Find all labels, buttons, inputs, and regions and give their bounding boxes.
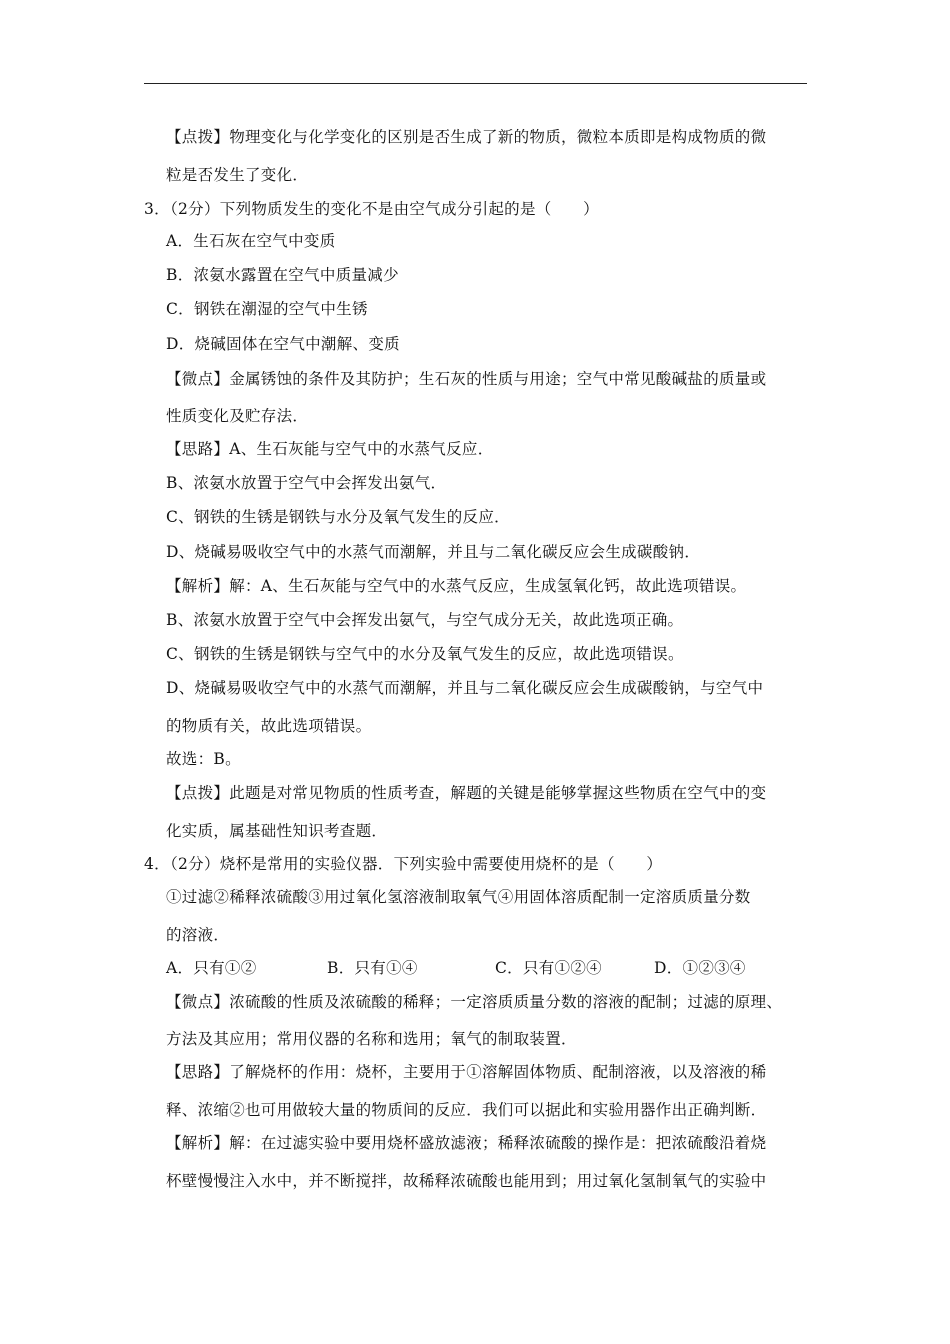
question-3-knowledge-point-line1: 【微点】金属锈蚀的条件及其防护；生石灰的性质与用途；空气中常见酸碱盐的质量或 xyxy=(166,370,767,388)
question-4-option-b: B．只有①④ xyxy=(327,959,418,977)
question-4-approach-line1: 【思路】了解烧杯的作用：烧杯，主要用于①溶解固体物质、配制溶液，以及溶液的稀 xyxy=(166,1063,767,1081)
question-3-option-c: C．钢铁在潮湿的空气中生锈 xyxy=(166,300,368,318)
question-4-analysis-line2: 杯壁慢慢注入水中，并不断搅拌，故稀释浓硫酸也能用到；用过氧化氢制氧气的实验中 xyxy=(166,1172,767,1190)
question-3-tip-line2: 化实质，属基础性知识考查题． xyxy=(166,822,388,840)
question-3-analysis-line2: B、浓氨水放置于空气中会挥发出氨气，与空气成分无关，故此选项正确。 xyxy=(166,611,684,629)
question-3-tip-line1: 【点拨】此题是对常见物质的性质考查，解题的关键是能够掌握这些物质在空气中的变 xyxy=(166,784,767,802)
question-3-stem: 3．（2分）下列物质发生的变化不是由空气成分引起的是（ ） xyxy=(144,200,599,218)
question-4-option-a: A．只有①② xyxy=(166,959,257,977)
question-3-approach-line3: C、钢铁的生锈是钢铁与水分及氧气发生的反应． xyxy=(166,508,510,526)
question-4-analysis-line1: 【解析】解：在过滤实验中要用烧杯盛放滤液；稀释浓硫酸的操作是：把浓硫酸沿着烧 xyxy=(166,1134,767,1152)
question-3-analysis-line5: 的物质有关，故此选项错误。 xyxy=(166,717,372,735)
question-4-stem: 4．（2分）烧杯是常用的实验仪器．下列实验中需要使用烧杯的是（ ） xyxy=(144,855,663,873)
question-3-option-b: B．浓氨水露置在空气中质量减少 xyxy=(166,266,399,284)
question-4-knowledge-point-line1: 【微点】浓硫酸的性质及浓硫酸的稀释；一定溶质质量分数的溶液的配制；过滤的原理、 xyxy=(166,993,783,1011)
question-3-answer: 故选：B。 xyxy=(166,750,241,768)
question-4-knowledge-point-line2: 方法及其应用；常用仪器的名称和选用；氧气的制取装置． xyxy=(166,1030,577,1048)
header-rule xyxy=(144,83,807,84)
tip-paragraph-line2: 粒是否发生了变化． xyxy=(166,166,309,184)
question-3-approach-line1: 【思路】A、生石灰能与空气中的水蒸气反应． xyxy=(166,440,494,458)
question-3-analysis-line4: D、烧碱易吸收空气中的水蒸气而潮解，并且与二氧化碳反应会生成碳酸钠，与空气中 xyxy=(166,679,764,697)
question-4-items-line1: ①过滤②稀释浓硫酸③用过氧化氢溶液制取氧气④用固体溶质配制一定溶质质量分数 xyxy=(166,888,751,906)
question-3-approach-line4: D、烧碱易吸收空气中的水蒸气而潮解，并且与二氧化碳反应会生成碳酸钠． xyxy=(166,543,701,561)
question-3-approach-line2: B、浓氨水放置于空气中会挥发出氨气． xyxy=(166,474,447,492)
question-3-option-d: D．烧碱固体在空气中潮解、变质 xyxy=(166,335,400,353)
question-4-approach-line2: 释、浓缩②也可用做较大量的物质间的反应．我们可以据此和实验用器作出正确判断． xyxy=(166,1101,767,1119)
tip-paragraph-line1: 【点拨】物理变化与化学变化的区别是否生成了新的物质，微粒本质即是构成物质的微 xyxy=(166,128,767,146)
question-3-knowledge-point-line2: 性质变化及贮存法． xyxy=(166,407,309,425)
question-4-option-d: D．①②③④ xyxy=(654,959,746,977)
question-4-items-line2: 的溶液． xyxy=(166,926,230,944)
question-3-option-a: A．生石灰在空气中变质 xyxy=(166,232,336,250)
question-3-analysis-line1: 【解析】解：A、生石灰能与空气中的水蒸气反应，生成氢氧化钙，故此选项错误。 xyxy=(166,577,747,595)
question-3-analysis-line3: C、钢铁的生锈是钢铁与空气中的水分及氧气发生的反应，故此选项错误。 xyxy=(166,645,684,663)
question-4-option-c: C．只有①②④ xyxy=(495,959,602,977)
